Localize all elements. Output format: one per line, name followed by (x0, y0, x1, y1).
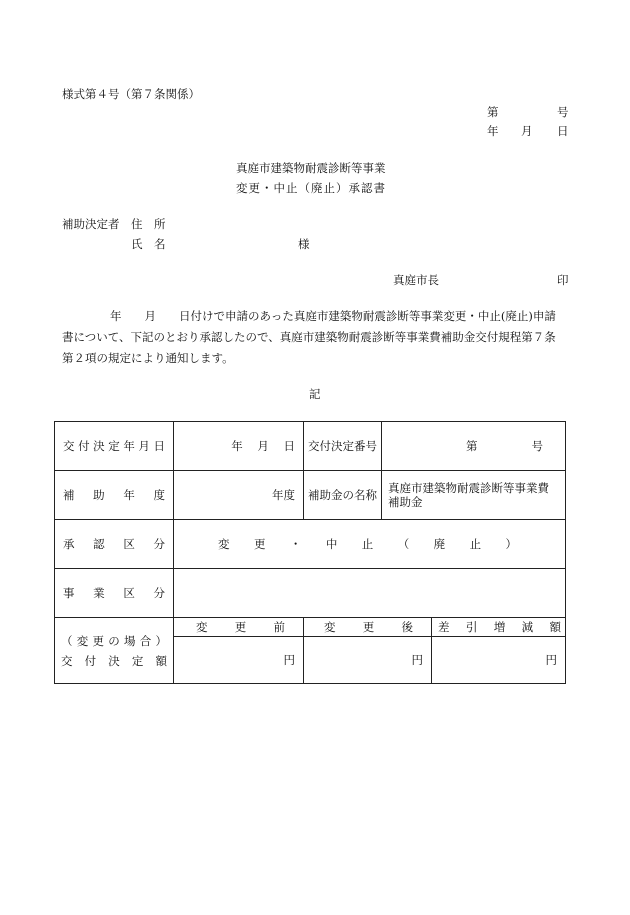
difference-amount: 円 (432, 637, 566, 684)
date-month: 月 (521, 124, 533, 138)
subsidy-name-value: 真庭市建築物耐震診断等事業費補助金 (382, 471, 566, 520)
row-approval-category (55, 520, 566, 569)
title-line-2: 変更・中止（廃止）承認書 (236, 181, 386, 195)
amount-label: （ 変 更 の 場 合 ） 交 付 決 定 額 (55, 618, 174, 684)
name-label: 氏 名 (131, 237, 166, 251)
subsidy-name-label: 補助金の名称 (304, 471, 382, 520)
number-go: 号 (557, 105, 569, 119)
row-decision-date (55, 422, 566, 471)
number-dai: 第 (487, 105, 499, 119)
seal-mark: 印 (557, 273, 569, 287)
approval-table (54, 421, 566, 684)
date-year: 年 (487, 124, 499, 138)
body-line-1: 年 月 日付けで申請のあった真庭市建築物耐震診断等事業変更・中止(廃止)申請 (110, 309, 556, 323)
date-day: 日 (557, 124, 569, 138)
form-label: 様式第４号（第７条関係） (62, 87, 200, 101)
project-category-label: 事 業 区 分 (55, 569, 174, 618)
before-change-header: 変 更 前 (174, 618, 304, 637)
body-line-3: 第２項の規定により通知します。 (62, 351, 234, 365)
approval-category-options: 変 更 ・ 中 止 （ 廃 止 ） (174, 520, 566, 569)
row-subsidy-year (55, 471, 566, 520)
mayor-label: 真庭市長 (393, 273, 439, 287)
title-line-1: 真庭市建築物耐震診断等事業 (236, 161, 386, 175)
sama-suffix: 様 (298, 237, 310, 251)
ki-heading: 記 (309, 387, 321, 401)
applicant-label: 補助決定者 (62, 217, 120, 231)
decision-date-label: 交 付 決 定 年 月 日 (55, 422, 174, 471)
decision-number-value: 第 号 (382, 422, 566, 471)
subsidy-year-label: 補 助 年 度 (55, 471, 174, 520)
address-label: 住 所 (131, 217, 166, 231)
after-change-header: 変 更 後 (304, 618, 432, 637)
approval-category-label: 承 認 区 分 (55, 520, 174, 569)
row-amount-header (55, 618, 566, 637)
before-change-amount: 円 (174, 637, 304, 684)
difference-header: 差 引 増 減 額 (432, 618, 566, 637)
after-change-amount: 円 (304, 637, 432, 684)
decision-date-value: 年 月 日 (174, 422, 304, 471)
subsidy-year-value: 年度 (174, 471, 304, 520)
decision-number-label: 交付決定番号 (304, 422, 382, 471)
body-line-2: 書について、下記のとおり承認したので、真庭市建築物耐震診断等事業費補助金交付規程第７条 (62, 330, 556, 344)
row-project-category (55, 569, 566, 618)
project-category-value (174, 569, 566, 618)
